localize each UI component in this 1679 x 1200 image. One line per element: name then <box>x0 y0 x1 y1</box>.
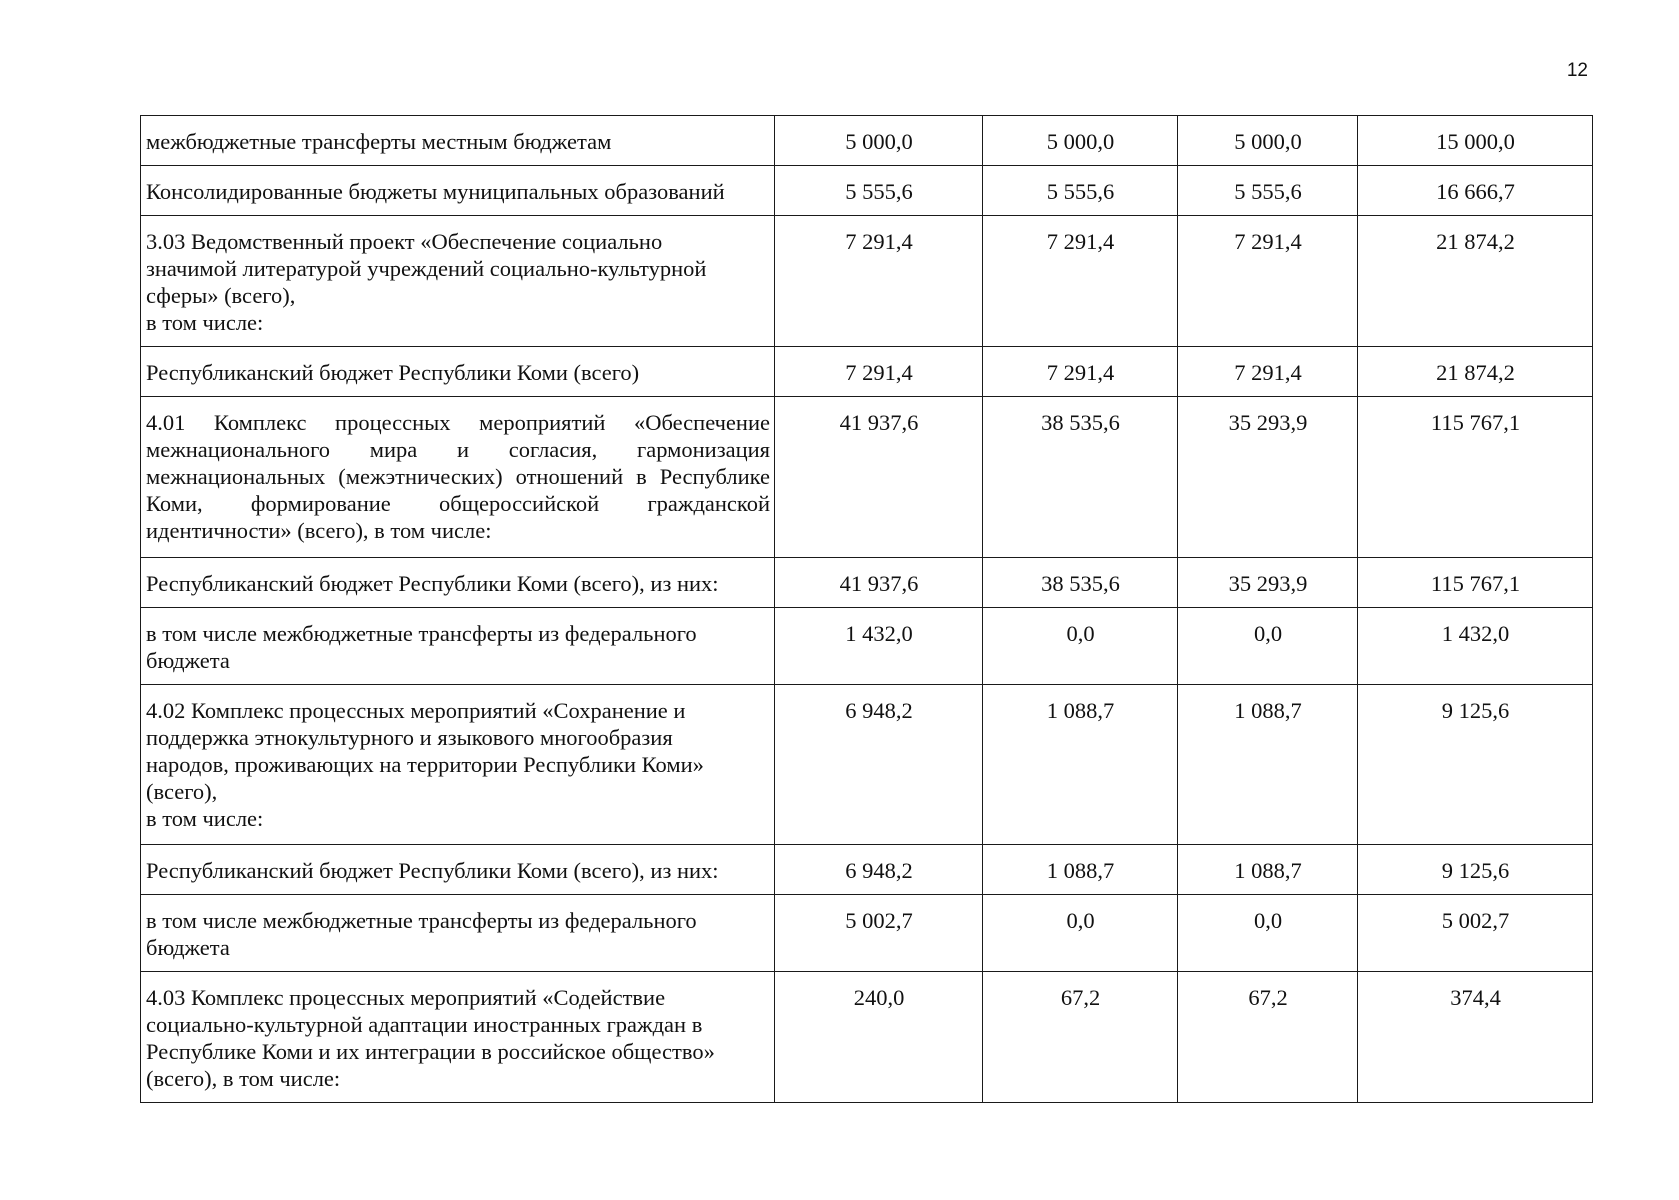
table-row <box>141 845 1593 895</box>
budget-table <box>140 115 1593 1103</box>
value-cell-total: 16 666,7 <box>1358 166 1593 216</box>
page-number: 12 <box>1566 60 1588 81</box>
value-cell-year-3: 0,0 <box>1178 895 1358 972</box>
table-row <box>141 558 1593 608</box>
table-row <box>141 685 1593 845</box>
value-cell-year-2: 5 555,6 <box>983 166 1178 216</box>
value-cell-year-1: 41 937,6 <box>775 558 983 608</box>
value-cell-year-3: 7 291,4 <box>1178 216 1358 347</box>
row-description: межбюджетные трансферты местным бюджетам <box>141 116 775 166</box>
value-cell-year-3: 35 293,9 <box>1178 397 1358 558</box>
table-row <box>141 216 1593 347</box>
value-cell-total: 9 125,6 <box>1358 845 1593 895</box>
value-cell-year-2: 1 088,7 <box>983 845 1178 895</box>
value-cell-total: 21 874,2 <box>1358 347 1593 397</box>
row-description: в том числе межбюджетные трансферты из федерального бюджета <box>141 608 775 685</box>
value-cell-year-1: 41 937,6 <box>775 397 983 558</box>
row-description: Республиканский бюджет Республики Коми (всего) <box>141 347 775 397</box>
table-row <box>141 397 1593 558</box>
row-description: Республиканский бюджет Республики Коми (всего), из них: <box>141 558 775 608</box>
value-cell-year-1: 6 948,2 <box>775 845 983 895</box>
value-cell-total: 115 767,1 <box>1358 558 1593 608</box>
value-cell-year-1: 6 948,2 <box>775 685 983 845</box>
value-cell-year-2: 0,0 <box>983 895 1178 972</box>
value-cell-year-3: 1 088,7 <box>1178 685 1358 845</box>
value-cell-total: 15 000,0 <box>1358 116 1593 166</box>
value-cell-year-2: 67,2 <box>983 972 1178 1103</box>
row-description: 4.02 Комплекс процессных мероприятий «Сохранение и поддержка этнокультурного и языкового многообразия народов, проживающих на территории Республики Коми» (всего), в том числе: <box>141 685 775 845</box>
value-cell-year-2: 38 535,6 <box>983 397 1178 558</box>
value-cell-total: 21 874,2 <box>1358 216 1593 347</box>
value-cell-year-1: 1 432,0 <box>775 608 983 685</box>
value-cell-year-3: 67,2 <box>1178 972 1358 1103</box>
value-cell-year-2: 38 535,6 <box>983 558 1178 608</box>
value-cell-year-3: 1 088,7 <box>1178 845 1358 895</box>
row-description: Республиканский бюджет Республики Коми (всего), из них: <box>141 845 775 895</box>
value-cell-year-2: 7 291,4 <box>983 347 1178 397</box>
value-cell-year-1: 5 555,6 <box>775 166 983 216</box>
value-cell-year-3: 35 293,9 <box>1178 558 1358 608</box>
table-row <box>141 347 1593 397</box>
row-description: 4.03 Комплекс процессных мероприятий «Содействие социально-культурной адаптации иностранных граждан в Республике Коми и их интеграции в российское общество» (всего), в том числе: <box>141 972 775 1103</box>
row-description: в том числе межбюджетные трансферты из федерального бюджета <box>141 895 775 972</box>
value-cell-year-1: 7 291,4 <box>775 347 983 397</box>
value-cell-year-3: 5 000,0 <box>1178 116 1358 166</box>
table-row <box>141 166 1593 216</box>
value-cell-year-2: 7 291,4 <box>983 216 1178 347</box>
table-row <box>141 895 1593 972</box>
row-description: 3.03 Ведомственный проект «Обеспечение социально значимой литературой учреждений социально-культурной сферы» (всего), в том числе: <box>141 216 775 347</box>
value-cell-year-1: 5 000,0 <box>775 116 983 166</box>
value-cell-year-1: 240,0 <box>775 972 983 1103</box>
row-description: Консолидированные бюджеты муниципальных образований <box>141 166 775 216</box>
value-cell-year-3: 5 555,6 <box>1178 166 1358 216</box>
table-row <box>141 116 1593 166</box>
value-cell-year-1: 5 002,7 <box>775 895 983 972</box>
value-cell-total: 115 767,1 <box>1358 397 1593 558</box>
value-cell-year-2: 5 000,0 <box>983 116 1178 166</box>
table-row <box>141 608 1593 685</box>
value-cell-total: 9 125,6 <box>1358 685 1593 845</box>
value-cell-year-1: 7 291,4 <box>775 216 983 347</box>
table-row <box>141 972 1593 1103</box>
value-cell-year-2: 1 088,7 <box>983 685 1178 845</box>
value-cell-year-2: 0,0 <box>983 608 1178 685</box>
value-cell-total: 1 432,0 <box>1358 608 1593 685</box>
value-cell-year-3: 0,0 <box>1178 608 1358 685</box>
value-cell-year-3: 7 291,4 <box>1178 347 1358 397</box>
value-cell-total: 5 002,7 <box>1358 895 1593 972</box>
value-cell-total: 374,4 <box>1358 972 1593 1103</box>
row-description: 4.01 Комплекс процессных мероприятий «Обеспечение межнационального мира и согласия, гармонизация межнациональных (межэтнических) отношений в Республике Коми, формирование общероссийской гражданской идентичности» (всего), в том числе: <box>141 397 775 558</box>
